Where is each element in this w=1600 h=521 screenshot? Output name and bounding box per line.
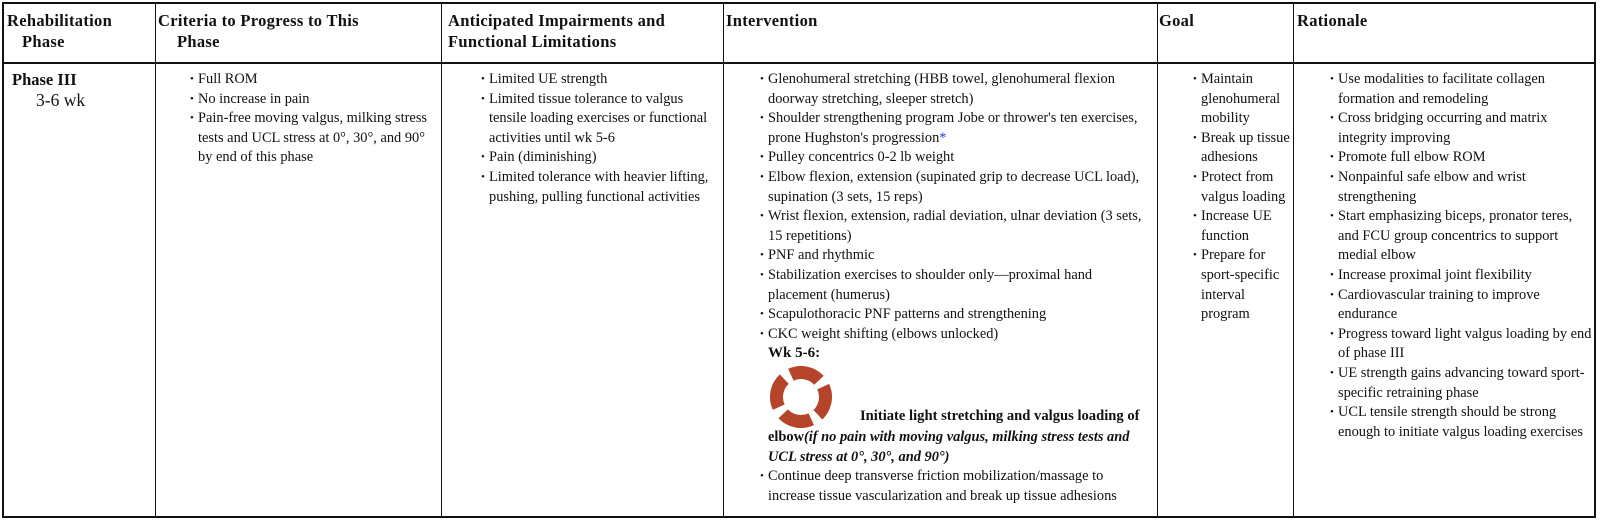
column-divider	[1157, 2, 1158, 518]
goal-cell	[1193, 70, 1291, 325]
header-phase	[7, 10, 112, 52]
column-divider	[155, 2, 156, 518]
header-line: Phase	[177, 32, 220, 51]
list-item: • Increase UE function	[1193, 207, 1291, 246]
column-divider	[1293, 2, 1294, 518]
caution-block	[768, 364, 1154, 428]
list-item: • Wrist flexion, extension, radial deviation, ulnar deviation (3 sets, 15 repetitions)	[760, 207, 1154, 246]
list-item: • UCL tensile strength should be strong enough to initiate valgus loading exercises	[1330, 403, 1596, 442]
list-item: • Increase proximal joint flexibility	[1330, 266, 1596, 286]
list-item: • Continue deep transverse friction mobilization/massage to increase tissue vascularization and break up tissue adhesions	[760, 467, 1154, 506]
list-item: • Cross bridging occurring and matrix integrity improving	[1330, 109, 1596, 148]
caution-text: Initiate light stretching and valgus loading of	[860, 407, 1140, 424]
list-item: • Progress toward light valgus loading by end of phase III	[1330, 325, 1596, 364]
list-item: • Limited tolerance with heavier lifting, pushing, pulling functional activities	[481, 168, 719, 207]
column-divider	[723, 2, 724, 518]
list-item: • Prepare for sport-specific interval program	[1193, 246, 1291, 324]
caution-condition: (if no pain with moving valgus, milking stress tests and UCL stress at 0°, 30°, and 90°)	[768, 428, 1130, 465]
list-item: • Cardiovascular training to improve endurance	[1330, 286, 1596, 325]
list-item: • Scapulothoracic PNF patterns and strengthening	[760, 305, 1154, 325]
list-item: • Pain (diminishing)	[481, 148, 719, 168]
column-divider	[441, 2, 442, 518]
header-line: Phase	[22, 32, 65, 51]
list-item: • Elbow flexion, extension (supinated grip to decrease UCL load), supination (3 sets, 15 reps)	[760, 168, 1154, 207]
list-item	[760, 109, 1154, 148]
header-line: Anticipated Impairments and	[448, 11, 666, 30]
list-item: • Protect from valgus loading	[1193, 168, 1291, 207]
header-criteria	[158, 10, 359, 52]
header-impairments	[448, 10, 665, 52]
header-line: Rehabilitation	[7, 11, 113, 30]
list-item-text: Shoulder strengthening program Jobe or thrower's ten exercises, prone Hughston's progression	[768, 110, 1138, 146]
list-item: • CKC weight shifting (elbows unlocked)	[760, 325, 1154, 345]
list-item: • Break up tissue adhesions	[1193, 129, 1291, 168]
caution-text: elbow	[768, 428, 804, 445]
criteria-cell	[190, 70, 438, 168]
footnote-star-link[interactable]: *	[939, 129, 947, 146]
list-item: • Pain-free moving valgus, milking stress tests and UCL stress at 0°, 30°, and 90° by end of this phase	[190, 109, 438, 168]
list-item: • Full ROM	[190, 70, 438, 90]
header-goal: Goal	[1159, 11, 1195, 30]
intervention-cell	[760, 70, 1154, 506]
list-item: • Nonpainful safe elbow and wrist strengthening	[1330, 168, 1596, 207]
header-divider	[2, 62, 1596, 64]
caution-lifebuoy-icon	[768, 364, 834, 437]
rationale-cell	[1330, 70, 1596, 442]
list-item: • Use modalities to facilitate collagen formation and remodeling	[1330, 70, 1596, 109]
list-item: • Limited UE strength	[481, 70, 719, 90]
header-line: Criteria to Progress to This	[158, 11, 359, 30]
week-label: Wk 5-6:	[768, 345, 821, 362]
phase-name: Phase III	[12, 70, 77, 89]
impairments-cell	[481, 70, 719, 207]
list-item: • Pulley concentrics 0-2 lb weight	[760, 148, 1154, 168]
list-item: • Glenohumeral stretching (HBB towel, glenohumeral flexion doorway stretching, sleeper stretch)	[760, 70, 1154, 109]
list-item: • Promote full elbow ROM	[1330, 148, 1596, 168]
list-item: • Maintain glenohumeral mobility	[1193, 70, 1291, 129]
header-rationale: Rationale	[1297, 11, 1368, 30]
header-intervention: Intervention	[726, 11, 818, 30]
list-item: • No increase in pain	[190, 90, 438, 110]
header-line: Functional Limitations	[448, 32, 617, 51]
list-item: • Start emphasizing biceps, pronator teres, and FCU group concentrics to support medial elbow	[1330, 207, 1596, 266]
list-item: • Limited tissue tolerance to valgus tensile loading exercises or functional activities until wk 5-6	[481, 90, 719, 149]
list-item: • UE strength gains advancing toward sport-specific retraining phase	[1330, 364, 1596, 403]
list-item: • Stabilization exercises to shoulder only—proximal hand placement (humerus)	[760, 266, 1154, 305]
phase-weeks: 3-6 wk	[36, 90, 86, 110]
list-item: • PNF and rhythmic	[760, 246, 1154, 266]
